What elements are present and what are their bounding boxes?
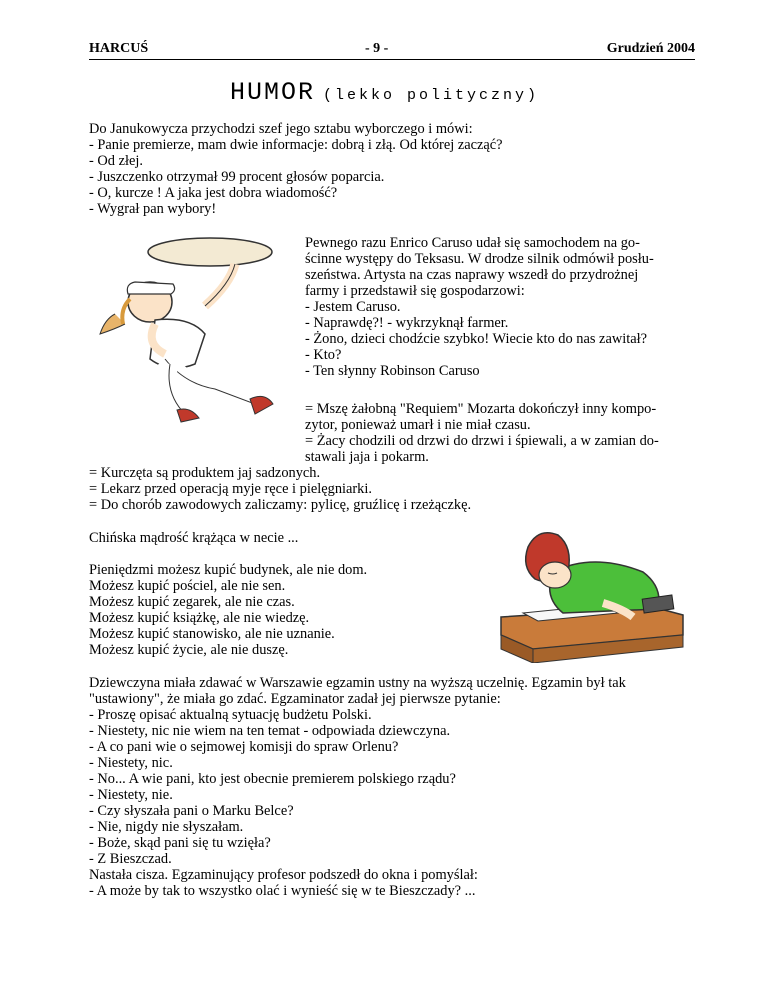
joke-exam — [89, 675, 626, 899]
text-line: szeństwa. Artysta na czas naprawy wszedł do przydrożnej — [305, 267, 639, 283]
joke-caruso — [305, 235, 654, 379]
text-line: - Niestety, nic nie wiem na ten temat - odpowiada dziewczyna. — [89, 723, 451, 739]
text-line: - Niestety, nie. — [89, 787, 173, 803]
text-line: Możesz kupić życie, ale nie duszę. — [89, 642, 289, 658]
chinese-wisdom — [89, 562, 367, 658]
text-line: - Kto? — [305, 347, 342, 363]
text-line: - Boże, skąd pani się tu wzięła? — [89, 835, 271, 851]
text-line: - Panie premierze, mam dwie informacje: dobrą i złą. Od której zacząć? — [89, 137, 503, 153]
text-line: - Żono, dzieci chodźcie szybko! Wiecie kto do nas zawitał? — [305, 331, 647, 347]
waitress-illustration — [95, 224, 280, 424]
page-header — [89, 41, 695, 60]
text-line: - Juszczenko otrzymał 99 procent głosów poparcia. — [89, 169, 385, 185]
text-line: Nastała cisza. Egzaminujący profesor podszedł do okna i pomyślał: — [89, 867, 478, 883]
text-line: Możesz kupić stanowisko, ale nie uznanie. — [89, 626, 335, 642]
text-line: - Niestety, nic. — [89, 755, 173, 771]
header-date: Grudzień 2004 — [606, 41, 695, 56]
chinese-wisdom-heading — [89, 530, 298, 546]
text-line: zytor, ponieważ umarł i nie miał czasu. — [305, 417, 531, 433]
header-title: HARCUŚ — [89, 41, 149, 56]
text-line: - Wygrał pan wybory! — [89, 201, 217, 217]
text-line: Do Janukowycza przychodzi szef jego sztabu wyborczego i mówi: — [89, 121, 473, 137]
text-line: farmy i przedstawił się gospodarzowi: — [305, 283, 525, 299]
page-number: - 9 - — [365, 41, 389, 56]
text-line: - Ten słynny Robinson Caruso — [305, 363, 480, 379]
text-line: - No... A wie pani, kto jest obecnie premierem polskiego rządu? — [89, 771, 456, 787]
text-line: stawali jaja i pokarm. — [305, 449, 429, 465]
text-line: = Kurczęta są produktem jaj sadzonych. — [89, 465, 321, 481]
school-quotes-right — [305, 401, 659, 465]
sleeping-student-illustration — [493, 517, 688, 663]
text-line: - A może by tak to wszystko olać i wynieść się w te Bieszczady? ... — [89, 883, 476, 899]
text-line: Dziewczyna miała zdawać w Warszawie egzamin ustny na wyższą uczelnię. Egzamin był tak — [89, 675, 626, 691]
text-line: "ustawiony", że miała go zdać. Egzaminator zadał jej pierwsze pytanie: — [89, 691, 501, 707]
text-line: Możesz kupić pościel, ale nie sen. — [89, 578, 286, 594]
text-line: Pieniędzmi możesz kupić budynek, ale nie dom. — [89, 562, 368, 578]
title-sub: (lekko polityczny) — [323, 87, 540, 104]
text-line: - O, kurcze ! A jaka jest dobra wiadomość? — [89, 185, 338, 201]
text-line: - Proszę opisać aktualną sytuację budżetu Polski. — [89, 707, 372, 723]
text-line: Możesz kupić zegarek, ale nie czas. — [89, 594, 295, 610]
text-line: = Lekarz przed operacją myje ręce i pielęgniarki. — [89, 481, 372, 497]
section-title — [230, 78, 539, 107]
text-line: Chińska mądrość krążąca w necie ... — [89, 530, 299, 546]
title-main: HUMOR — [230, 78, 316, 107]
school-quotes-left — [89, 465, 471, 513]
text-line: Pewnego razu Enrico Caruso udał się samochodem na go- — [305, 235, 640, 251]
text-line: - Naprawdę?! - wykrzyknął farmer. — [305, 315, 509, 331]
text-line: - Czy słyszała pani o Marku Belce? — [89, 803, 294, 819]
text-line: - Od złej. — [89, 153, 143, 169]
text-line: - Jestem Caruso. — [305, 299, 401, 315]
text-line: - Z Bieszczad. — [89, 851, 172, 867]
text-line: - A co pani wie o sejmowej komisji do spraw Orlenu? — [89, 739, 399, 755]
text-line: = Do chorób zawodowych zaliczamy: pylicę, gruźlicę i rzeżączkę. — [89, 497, 472, 513]
text-line: - Nie, nigdy nie słyszałam. — [89, 819, 244, 835]
text-line: = Żacy chodzili od drzwi do drzwi i śpiewali, a w zamian do- — [305, 433, 659, 449]
text-line: = Mszę żałobną "Requiem" Mozarta dokończył inny kompo- — [305, 401, 657, 417]
pizza-tray — [148, 238, 272, 266]
joke-janukowycz — [89, 121, 503, 217]
text-line: ścinne występy do Teksasu. W drodze silnik odmówił posłu- — [305, 251, 654, 267]
text-line: Możesz kupić książkę, ale nie wiedzę. — [89, 610, 310, 626]
